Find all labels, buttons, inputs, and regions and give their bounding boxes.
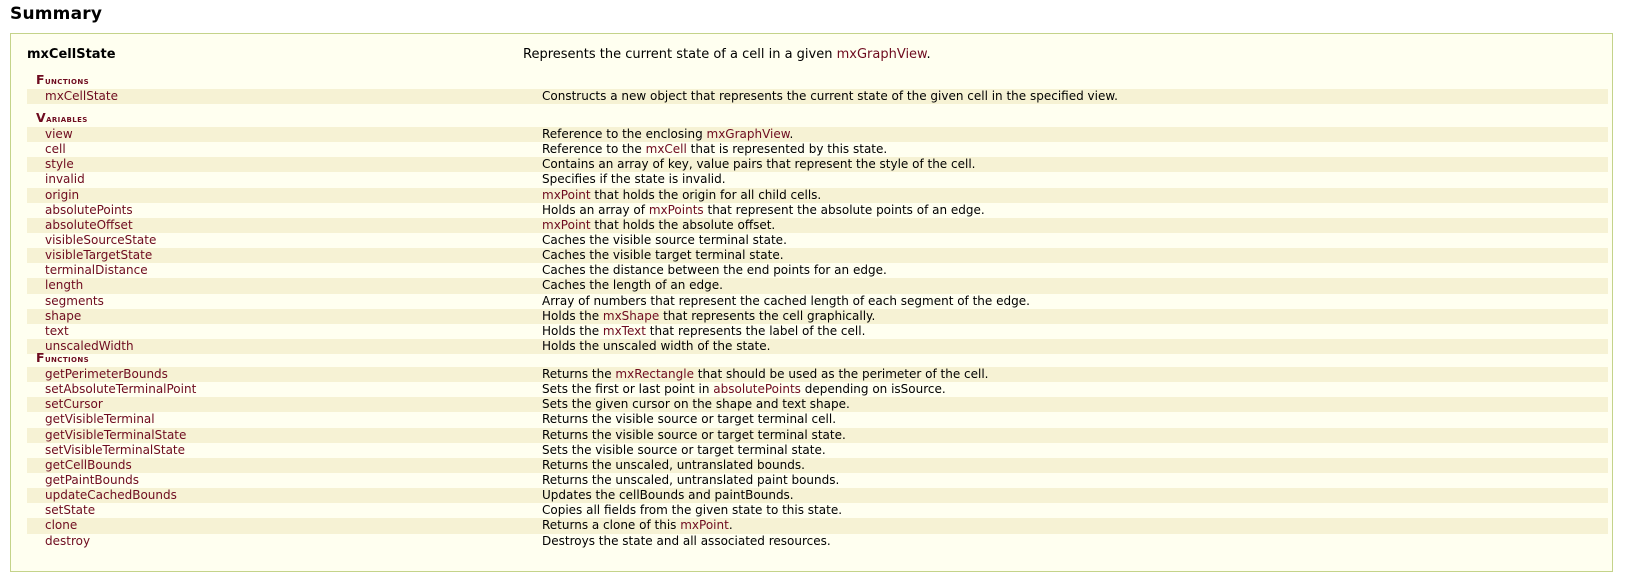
description-text: Constructs a new object that represents the current state of the given cell in the specified view. xyxy=(542,89,1118,103)
entry-name-link[interactable]: setCursor xyxy=(45,397,103,412)
entry-description xyxy=(542,503,842,518)
class-description xyxy=(523,47,931,62)
description-text: Caches the visible source terminal state. xyxy=(542,232,787,247)
description-text: Sets the first or last point in xyxy=(542,382,714,397)
entry-name-link[interactable]: segments xyxy=(45,293,104,308)
description-text: that holds the absolute offset. xyxy=(590,217,776,232)
summary-entry-row xyxy=(27,309,1608,324)
entry-name-link[interactable]: view xyxy=(45,127,73,141)
entry-description xyxy=(542,127,793,142)
description-text: that represent the absolute points of an edge. xyxy=(703,202,985,217)
summary-entry-row xyxy=(27,488,1608,503)
description-text: Reference to the enclosing xyxy=(542,127,707,141)
description-text: Caches the length of an edge. xyxy=(542,278,723,293)
description-text: Sets the visible source or target terminal state. xyxy=(542,442,826,457)
entry-description xyxy=(542,397,850,412)
description-text: . xyxy=(728,518,733,533)
entry-name-link[interactable]: shape xyxy=(45,308,82,323)
summary-entry-row xyxy=(27,188,1608,203)
summary-entry-row xyxy=(27,412,1608,427)
description-text: Specifies if the state is invalid. xyxy=(542,172,726,187)
summary-entry-row xyxy=(27,443,1608,458)
class-name[interactable]: mxCellState xyxy=(27,47,116,62)
entry-name-link[interactable]: terminalDistance xyxy=(45,263,148,278)
class-description-text: . xyxy=(926,47,931,62)
summary-entry-row xyxy=(27,172,1608,187)
entry-name-link[interactable]: invalid xyxy=(45,172,85,187)
description-text: Contains an array of key, value pairs that represent the style of the cell. xyxy=(542,157,976,172)
entry-name-link[interactable]: mxCellState xyxy=(45,89,118,103)
entry-description xyxy=(542,142,887,157)
entry-description xyxy=(542,324,865,339)
summary-entry-row xyxy=(27,473,1608,488)
entry-name-link[interactable]: getVisibleTerminalState xyxy=(45,427,187,442)
description-text: Holds the xyxy=(542,323,603,338)
description-text: Array of numbers that represent the cached length of each segment of the edge. xyxy=(542,293,1030,308)
description-text: Caches the visible target terminal state. xyxy=(542,248,784,263)
description-link[interactable]: mxShape xyxy=(602,308,660,323)
entry-description xyxy=(542,518,733,533)
entry-description xyxy=(542,263,887,278)
entry-description xyxy=(542,278,723,293)
description-text: Copies all fields from the given state to this state. xyxy=(542,503,843,518)
entry-name-link[interactable]: updateCachedBounds xyxy=(45,488,177,503)
entry-list xyxy=(27,367,1608,549)
description-text: Destroys the state and all associated resources. xyxy=(542,533,831,548)
description-text: that represents the label of the cell. xyxy=(645,323,866,338)
entry-description xyxy=(542,218,775,233)
description-text: that should be used as the perimeter of the cell. xyxy=(693,367,989,381)
description-link[interactable]: mxPoint xyxy=(542,187,591,202)
entry-name-link[interactable]: setState xyxy=(45,503,96,518)
entry-description xyxy=(542,157,975,172)
entry-name-link[interactable]: origin xyxy=(45,187,80,202)
description-text: Returns the xyxy=(542,367,616,381)
summary-entry-row xyxy=(27,428,1608,443)
summary-entry-row xyxy=(27,248,1608,263)
entry-description xyxy=(542,309,875,324)
description-text: Returns the unscaled, untranslated paint bounds. xyxy=(542,472,840,487)
entry-description xyxy=(542,367,989,382)
entry-name-link[interactable]: cell xyxy=(45,142,66,157)
summary-entry-row xyxy=(27,294,1608,309)
description-text: Holds an array of xyxy=(542,202,649,217)
description-text: Reference to the xyxy=(542,142,646,157)
entry-description xyxy=(542,339,770,354)
description-text: that holds the origin for all child cells. xyxy=(590,187,822,202)
entry-description xyxy=(542,203,985,218)
entry-description xyxy=(542,412,836,427)
summary-entry-row xyxy=(27,278,1608,293)
entry-list xyxy=(27,89,1608,104)
entry-name-link[interactable]: setAbsoluteTerminalPoint xyxy=(45,382,197,397)
summary-entry-row xyxy=(27,518,1608,533)
description-text: Returns the visible source or target terminal cell. xyxy=(542,412,837,427)
entry-name-link[interactable]: text xyxy=(45,323,69,338)
summary-entry-row xyxy=(27,203,1608,218)
description-link[interactable]: mxPoint xyxy=(542,217,591,232)
description-text: that represents the cell graphically. xyxy=(659,308,876,323)
summary-entry-row xyxy=(27,324,1608,339)
entry-name-link[interactable]: setVisibleTerminalState xyxy=(45,442,186,457)
entry-name-link[interactable]: style xyxy=(45,157,74,172)
entry-name-link[interactable]: destroy xyxy=(45,533,91,548)
description-text: Caches the distance between the end points for an edge. xyxy=(542,263,887,278)
group-heading-variables: Variables xyxy=(36,110,88,125)
description-text: Updates the cellBounds and paintBounds. xyxy=(542,488,794,503)
description-text: Returns the unscaled, untranslated bounds. xyxy=(542,457,805,472)
summary-entry-row xyxy=(27,458,1608,473)
class-description-link[interactable]: mxGraphView xyxy=(836,47,927,62)
entry-name-link[interactable]: getPaintBounds xyxy=(45,472,140,487)
entry-name-link[interactable]: visibleTargetState xyxy=(45,248,153,263)
description-link[interactable]: mxCell xyxy=(645,142,687,157)
summary-box xyxy=(10,33,1613,572)
entry-description xyxy=(542,188,821,203)
description-text: Returns the visible source or target terminal state. xyxy=(542,427,846,442)
summary-entry-row xyxy=(27,382,1608,397)
entry-description xyxy=(542,488,794,503)
summary-entry-row xyxy=(27,218,1608,233)
entry-description xyxy=(542,248,784,263)
entry-description xyxy=(542,443,826,458)
entry-description xyxy=(542,382,946,397)
entry-name-link[interactable]: absolutePoints xyxy=(45,202,133,217)
description-text: Holds the xyxy=(542,308,603,323)
summary-entry-row xyxy=(27,142,1608,157)
description-link[interactable]: mxRectangle xyxy=(615,367,694,381)
description-link[interactable]: mxPoint xyxy=(680,518,729,533)
entry-name-link[interactable]: unscaledWidth xyxy=(45,338,134,353)
summary-entry-row xyxy=(27,503,1608,518)
description-text: Returns a clone of this xyxy=(542,518,681,533)
entry-name-link[interactable]: clone xyxy=(45,518,78,533)
description-link[interactable]: mxText xyxy=(602,323,646,338)
summary-entry-row xyxy=(27,339,1608,354)
entry-description xyxy=(542,473,839,488)
summary-entry-row xyxy=(27,127,1608,142)
class-summary-row xyxy=(27,47,1587,67)
description-text: depending on isSource. xyxy=(800,382,946,397)
entry-description xyxy=(542,294,1030,309)
group-heading-functions: Functions xyxy=(36,350,90,365)
description-text: Sets the given cursor on the shape and text shape. xyxy=(542,397,850,412)
description-text: . xyxy=(789,127,794,141)
entry-description xyxy=(542,172,726,187)
summary-entry-row xyxy=(27,263,1608,278)
entry-name-link[interactable]: getCellBounds xyxy=(45,457,132,472)
summary-entry-row xyxy=(27,233,1608,248)
page-title: Summary xyxy=(10,4,103,24)
entry-list xyxy=(27,127,1608,354)
description-link[interactable]: mxPoints xyxy=(648,202,704,217)
class-description-text: Represents the current state of a cell in a given xyxy=(523,47,837,62)
description-text: Holds the unscaled width of the state. xyxy=(542,338,771,353)
entry-description xyxy=(542,458,805,473)
entry-name-link[interactable]: length xyxy=(45,278,84,293)
entry-description xyxy=(542,534,831,549)
summary-entry-row xyxy=(27,534,1608,549)
entry-name-link[interactable]: absoluteOffset xyxy=(45,217,133,232)
entry-name-link[interactable]: getPerimeterBounds xyxy=(45,367,168,381)
summary-entry-row xyxy=(27,397,1608,412)
entry-description xyxy=(542,233,787,248)
entry-description xyxy=(542,89,1118,104)
entry-description xyxy=(542,428,846,443)
summary-entry-row xyxy=(27,367,1608,382)
summary-entry-row xyxy=(27,89,1608,104)
group-heading-functions: Functions xyxy=(36,72,90,87)
description-link[interactable]: absolutePoints xyxy=(713,382,801,397)
description-text: that is represented by this state. xyxy=(686,142,888,157)
description-link[interactable]: mxGraphView xyxy=(706,127,790,141)
entry-name-link[interactable]: getVisibleTerminal xyxy=(45,412,155,427)
entry-name-link[interactable]: visibleSourceState xyxy=(45,232,157,247)
summary-entry-row xyxy=(27,157,1608,172)
